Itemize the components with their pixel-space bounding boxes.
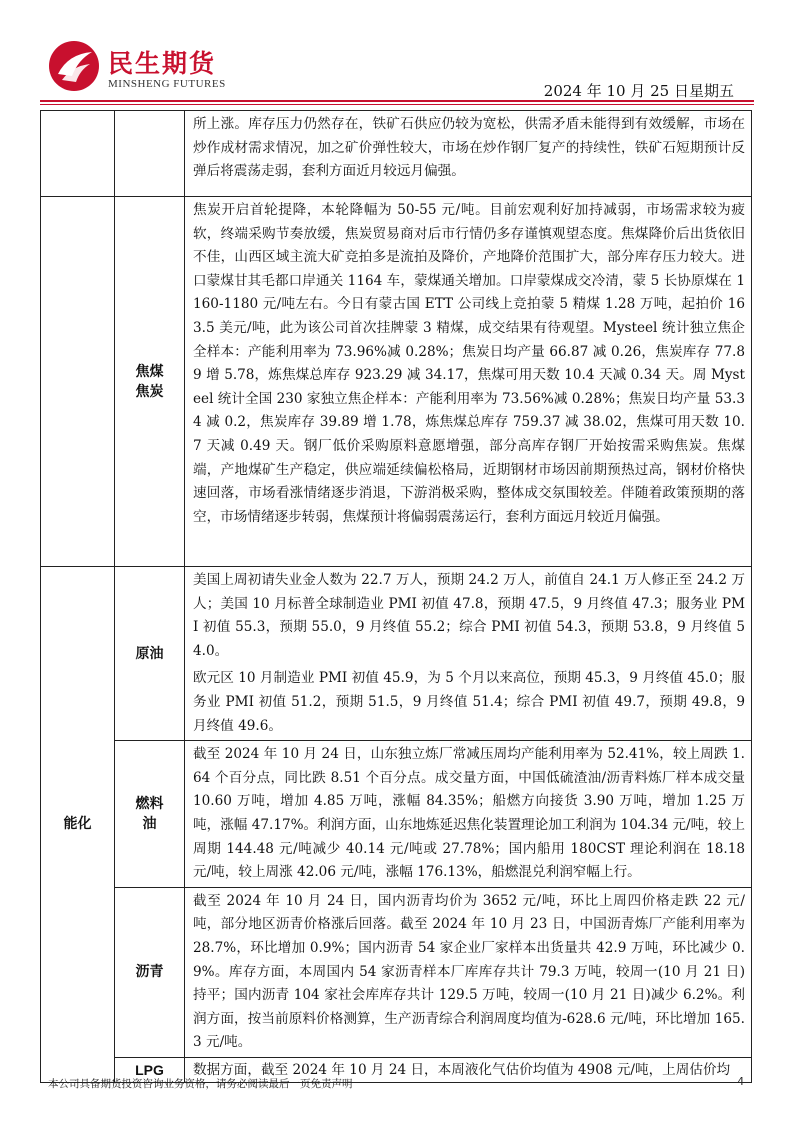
report-date: 2024 年 10 月 25 日星期五 [543,82,734,100]
table-row [41,741,752,888]
commentary-table [40,110,752,1083]
lpg-label: LPG [115,1057,185,1082]
page-number: 4 [737,1076,744,1088]
table-row [41,567,752,741]
fuel-oil-text: 截至 2024 年 10 月 24 日，山东独立炼厂常减压周均产能利用率为 52.41%，较上周跌 1.64 个百分点，同比跌 8.51 个百分点。成交量方面，中国低硫渣油/沥青料炼厂样本成交量 10.60 万吨，增加 4.85 万吨，涨幅 84.35%；船燃方向接货 3.90 万吨，增加 1.25 万吨，涨幅 47.17%。利润方面，山东地炼延迟焦化装置理论加工利润为 104.34 元/吨，较上周期 144.48 元/吨减少 40.14 元/吨或 27.78%；国内船用 180CST 理论利润在 18.18 元/吨，较上周涨 42.06 元/吨，涨幅 176.13%，船燃混兑利润窄幅上行。 [185,741,752,888]
crude-eu-paragraph: 欧元区 10 月制造业 PMI 初值 45.9，为 5 个月以来高位，预期 45.3，9 月终值 45.0；服务业 PMI 初值 51.2，预期 51.5，9 月终值 51.4；综合 PMI 初值 49.7，预期 49.8，9 月终值 49.6。 [193,670,745,734]
category-cell-empty [41,197,115,567]
category-cell-empty [41,111,115,197]
chemicals-category-label: 能化 [41,567,115,1083]
table-row [41,197,752,567]
crude-us-paragraph: 美国上周初请失业金人数为 22.7 万人，预期 24.2 万人，前值自 24.1 万人修正至 24.2 万人；美国 10 月标普全球制造业 PMI 初值 47.8，预期 47.5，9 月终值 47.3；服务业 PMI 初值 55.3，预期 55.0，9 月终值 55.2；综合 PMI 初值 54.3，预期 53.8，9 月终值 54.0。 [193,572,745,659]
minsheng-logo-icon [48,40,100,92]
asphalt-text: 截至 2024 年 10 月 24 日，国内沥青均价为 3652 元/吨，环比上周四价格走跌 22 元/吨，部分地区沥青价格涨后回落。截至 2024 年 10 月 23 日，中国沥青炼厂产能利用率为 28.7%，环比增加 0.9%；国内沥青 54 家企业厂家样本出货量共 42.9 万吨，环比减少 0.9%。库存方面，本周国内 54 家沥青样本厂库库存共计 79.3 万吨，较周一(10 月 21 日)持平；国内沥青 104 家社会库库存共计 129.5 万吨，较周一(10 月 21 日)减少 6.2%。利润方面，按当前原料价格测算，生产沥青综合利润周度均值为-628.6 元/吨，环比增加 165.3 元/吨。 [185,887,752,1057]
brand-name-cn: 民生期货 [108,49,217,78]
fuel-oil-label: 燃料油 [115,741,185,888]
footer-disclaimer: 本公司具备期货投资咨询业务资格，请务必阅读最后一页免责声明 [48,1078,353,1090]
coke-text: 焦炭开启首轮提降，本轮降幅为 50-55 元/吨。目前宏观利好加持减弱，市场需求较为疲软，终端采购节奏放缓，焦炭贸易商对后市行情仍多存谨慎观望态度。焦煤降价后出货依旧不佳，山西区域主流大矿竞拍多是流拍及降价，产地降价范围扩大，部分库存压力较大。进口蒙煤甘其毛都口岸通关 1164 车，蒙煤通关增加。口岸蒙煤成交冷清，蒙 5 长协原煤在 1160-1180 元/吨左右。今日有蒙古国 ETT 公司线上竞拍蒙 5 精煤 1.28 万吨，起拍价 163.5 美元/吨，此为该公司首次挂牌蒙 3 精煤，成交结果有待观望。Mysteel 统计独立焦企全样本：产能利用率为 73.96%减 0.28%；焦炭日均产量 66.87 减 0.26，焦炭库存 77.89 增 5.78，炼焦煤总库存 923.29 减 34.17，焦煤可用天数 10.4 天减 0.34 天。周 Mysteel 统计全国 230 家独立焦企样本：产能利用率为 73.56%减 0.28%；焦炭日均产量 53.34 减 0.2，焦炭库存 39.89 增 1.78，炼焦煤总库存 759.37 减 38.02，焦煤可用天数 10.7 天减 0.49 天。钢厂低价采购原料意愿增强，部分高库存钢厂开始按需采购焦炭。焦煤端，产地煤矿生产稳定，供应端延续偏松格局，近期钢材市场因前期预热过高，钢材价格快速回落，市场看涨情绪逐步消退，下游消极采购，整体成交氛围较差。伴随着政策预期的落空，市场情绪逐步转弱，焦煤预计将偏弱震荡运行，套利方面远月较近月偏强。 [185,197,752,567]
header-rule [40,100,754,102]
coke-label: 焦煤焦炭 [115,197,185,567]
crude-text [185,567,752,741]
table-row [41,111,752,197]
subcategory-cell-empty [115,111,185,197]
lpg-text: 数据方面，截至 2024 年 10 月 24 日，本周液化气估价均值为 4908 元/吨，上周估价均 [185,1057,752,1082]
iron-ore-text: 所上涨。库存压力仍然存在，铁矿石供应仍较为宽松，供需矛盾未能得到有效缓解，市场在炒作成材需求情况，加之矿价弹性较大，市场在炒作钢厂复产的持续性，铁矿石短期预计反弹后将震荡走弱，套利方面近月较远月偏强。 [185,111,752,197]
table-row [41,887,752,1057]
crude-label: 原油 [115,567,185,741]
brand-name-en: MINSHENG FUTURES [108,78,226,90]
asphalt-label: 沥青 [115,887,185,1057]
header-rule-thin [40,104,754,105]
